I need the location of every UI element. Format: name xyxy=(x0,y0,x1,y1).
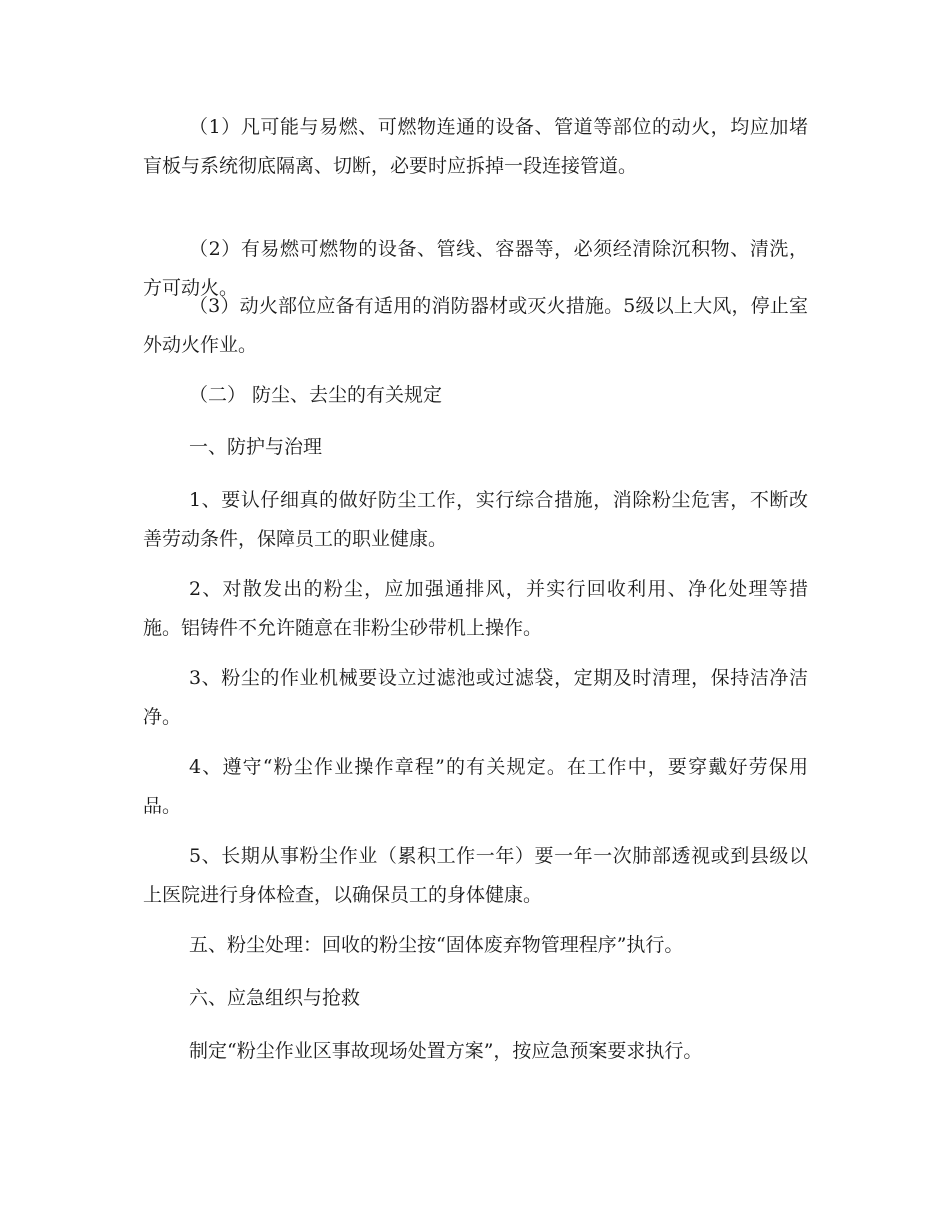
paragraph-hot-work-fire-equipment: （3）动火部位应备有适用的消防器材或灭火措施。5级以上大风，停止室外动火作业。 xyxy=(143,295,808,356)
section-heading-protection: 一、防护与治理 xyxy=(189,436,323,458)
paragraph-hot-work-cleaning: （2）有易燃可燃物的设备、管线、容器等，必须经清除沉积物、清洗，方可动火。 xyxy=(143,238,808,299)
paragraph-dust-item-5: 5、长期从事粉尘作业（累积工作一年）要一年一次肺部透视或到县级以上医院进行身体检查，以确保员工的身体健康。 xyxy=(143,845,808,906)
paragraph-dust-item-4: 4、遵守“粉尘作业操作章程”的有关规定。在工作中，要穿戴好劳保用品。 xyxy=(143,756,808,817)
paragraph-dust-item-1: 1、要认仔细真的做好防尘工作，实行综合措施，消除粉尘危害，不断改善劳动条件，保障员工的职业健康。 xyxy=(143,489,808,550)
paragraph-dust-item-3: 3、粉尘的作业机械要设立过滤池或过滤袋，定期及时清理，保持洁净洁净。 xyxy=(143,667,808,728)
paragraph-dust-item-2: 2、对散发出的粉尘，应加强通排风，并实行回收利用、净化处理等措施。铝铸件不允许随意在非粉尘砂带机上操作。 xyxy=(143,578,808,639)
section-heading-emergency: 六、应急组织与抢救 xyxy=(189,987,361,1009)
paragraph-hot-work-isolation: （1）凡可能与易燃、可燃物连通的设备、管道等部位的动火，均应加堵盲板与系统彻底隔离、切断，必要时应拆掉一段连接管道。 xyxy=(143,116,808,177)
section-heading-dust-rules: （二） 防尘、去尘的有关规定 xyxy=(189,384,443,406)
paragraph-dust-disposal: 五、粉尘处理：回收的粉尘按“固体废弃物管理程序”执行。 xyxy=(189,934,684,956)
paragraph-emergency-plan: 制定“粉尘作业区事故现场处置方案”，按应急预案要求执行。 xyxy=(189,1040,703,1062)
